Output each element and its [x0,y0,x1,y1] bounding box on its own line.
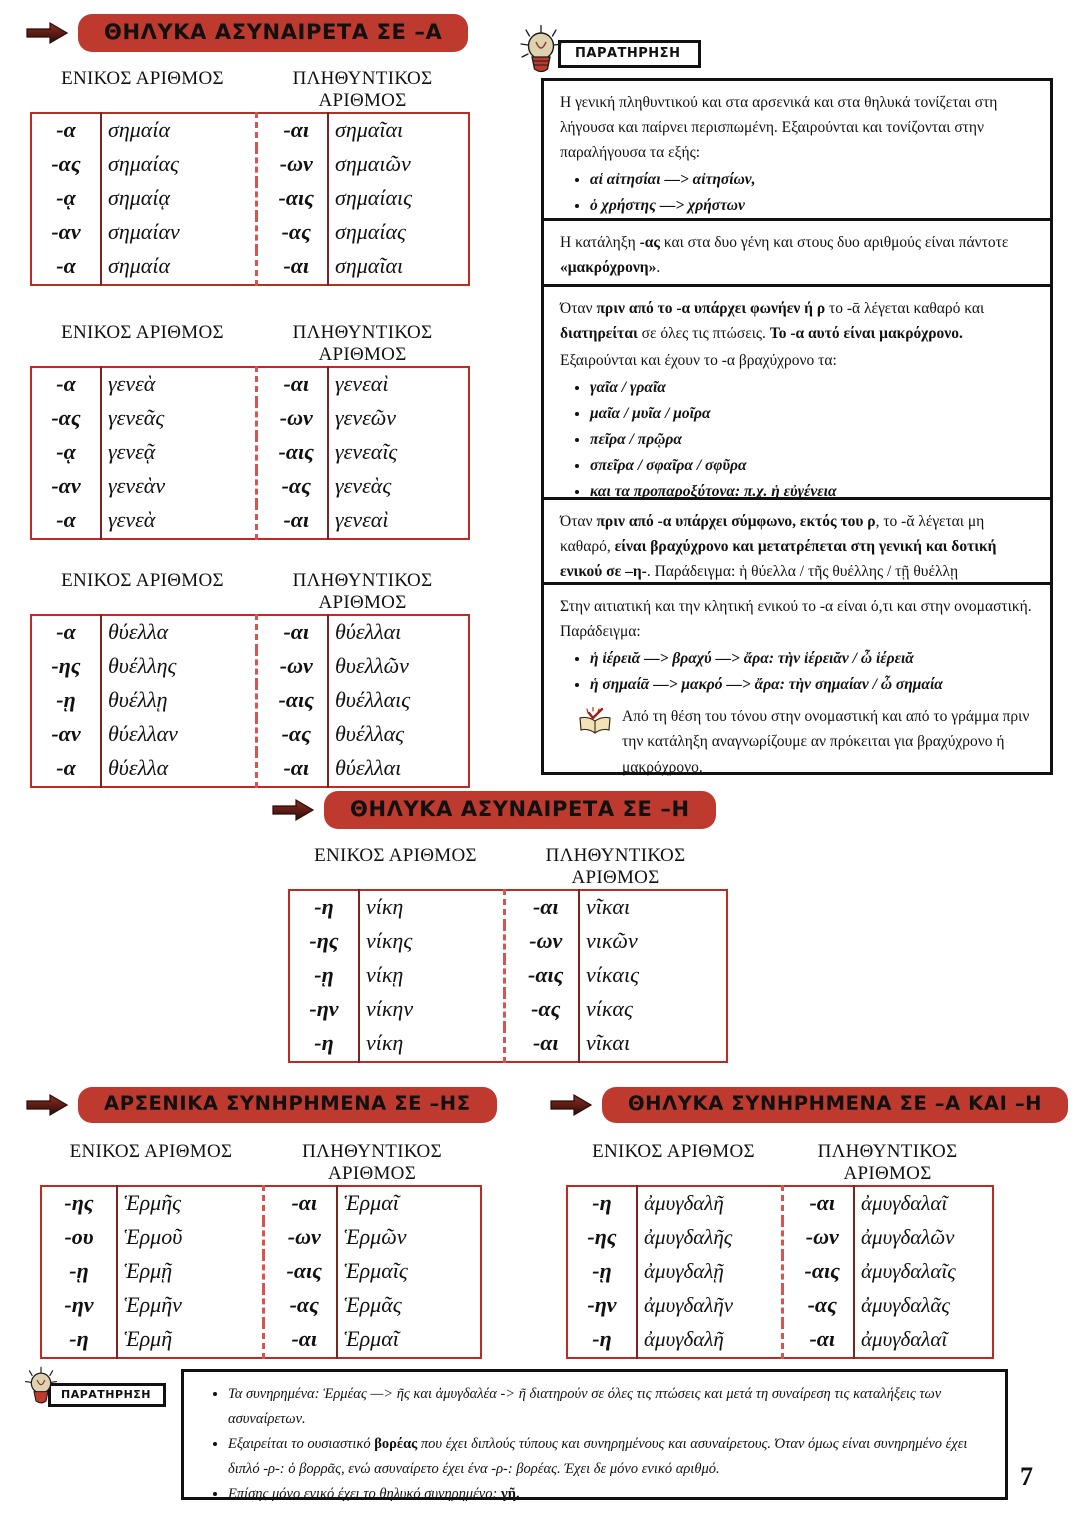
cell-sg-word: γενεᾶς [101,402,256,436]
cell-pl-ending: -αι [256,504,328,539]
note-3-text2: Εξαιρούνται και έχουν το -α βραχύχρονο τα: [560,352,837,370]
cell-pl-ending: -ας [504,993,579,1027]
cell-pl-word: σημαίας [335,219,406,244]
cell-pl-word: νῖκαι [586,894,631,919]
header-singular: ΕΝΙΚΟΣ ΑΡΙΘΜΟΣ [61,68,224,89]
note-1-list [560,167,1036,219]
section-banner-fem-uncontracted-a [26,14,468,52]
table-row [289,925,727,959]
cell-pl-word: σημαῖαι [335,253,404,278]
declension-table-simaia [30,68,470,286]
cell-pl-ending: -ας [782,1289,854,1323]
table-row [567,1221,993,1255]
cell-pl-ending: -αι [263,1186,337,1221]
table-row [31,113,469,148]
note-2-p2: και στα δυο γένη και στους δυο αριθμούς είναι πάντοτε [659,234,1009,251]
table-body [40,1185,482,1359]
cell-sg-ending: -ᾳ [31,436,101,470]
cell-pl-ending: -ας [256,718,328,752]
cell-pl-ending: -ων [504,925,579,959]
declension-table-ermis [40,1141,482,1359]
section-banner-fem-uncontracted-i [272,791,716,829]
list-item: • γαῖα / γραῖα [590,375,1036,401]
table-body [30,614,470,788]
cell-sg-word: ἀμυγδαλῆ [637,1323,782,1358]
table-body [288,889,728,1063]
bottom-observations-panel [181,1369,1008,1500]
cell-pl-ending: -αι [504,890,579,925]
cell-sg-ending: -α [31,367,101,402]
table-headers [566,1141,994,1185]
declension-table-amygdali [566,1141,994,1359]
table-row [31,615,469,650]
table-headers [288,845,728,889]
cell-sg-ending: -ας [31,402,101,436]
table-headers [30,322,470,366]
table-row [289,890,727,925]
table-row [41,1289,481,1323]
cell-sg-word: θύελλα [101,615,256,650]
cell-pl-word: Ἑρμαῖ [344,1326,399,1351]
list-item: • ὁ χρήστης —> χρήστων [590,193,1036,219]
arrow-right-icon [272,797,314,823]
cell-sg-word: ἀμυγδαλῆς [637,1221,782,1255]
note-2-text [560,230,1036,280]
note-section-4 [544,500,1050,585]
cell-sg-word: γενεὰ [101,367,256,402]
note-section-2 [544,221,1050,287]
lightbulb-icon [24,1366,58,1408]
list-item [228,1382,989,1432]
open-book-icon [578,707,612,735]
list-item: • πεῖρα / πρῷρα [590,427,1036,453]
banner-label: ΘΗΛΥΚΑ ΑΣΥΝΑΙΡΕΤΑ ΣΕ –Η [324,791,716,829]
cell-pl-word: θύελλαι [335,619,402,644]
note-5-list [560,646,1036,698]
bottom-note-2-p1: Επίσης μόνο ενικό έχει το θηλυκό συνηρημένο: [228,1485,501,1502]
cell-pl-ending: -αις [256,436,328,470]
cell-sg-ending: -α [31,752,101,787]
cell-pl-ending: -αι [504,1027,579,1062]
list-item [228,1482,989,1507]
header-singular: ΕΝΙΚΟΣ ΑΡΙΘΜΟΣ [69,1141,233,1162]
cell-sg-word: ἀμυγδαλῆ [637,1186,782,1221]
note-4-text [560,509,1036,584]
bottom-note-1-p1: Εξαιρείται το ουσιαστικό [228,1435,375,1452]
cell-sg-ending: -η [567,1186,637,1221]
table-row [31,367,469,402]
table-row [31,250,469,285]
cell-pl-word: σημαιῶν [335,151,411,176]
cell-pl-ending: -ας [263,1289,337,1323]
table-row [31,504,469,539]
cell-sg-ending: -η [289,1027,359,1062]
cell-sg-ending: -α [31,250,101,285]
bottom-note-list [202,1382,989,1507]
header-singular: ΕΝΙΚΟΣ ΑΡΙΘΜΟΣ [314,845,477,866]
note-section-5 [544,585,1050,775]
cell-pl-word: θυέλλαις [335,687,411,712]
cell-sg-word: Ἑρμῆ [117,1323,263,1358]
table-row [567,1255,993,1289]
note-3-p1: Όταν [560,300,597,317]
table-row [31,470,469,504]
cell-sg-word: ἀμυγδαλῇ [637,1255,782,1289]
cell-sg-ending: -ας [31,148,101,182]
cell-pl-word: ἀμυγδαλαῖ [861,1326,948,1351]
table-headers [40,1141,482,1185]
note-4-p1: Όταν [560,513,597,530]
declension-table-thyella [30,570,470,788]
header-plural: ΠΛΗΘΥΝΤΙΚΟΣ ΑΡΙΘΜΟΣ [292,68,433,111]
note-2-p1: Η κατάληξη [560,234,640,251]
cell-sg-word: σημαίας [101,148,256,182]
cell-sg-ending: -ῃ [567,1255,637,1289]
table-row [567,1323,993,1358]
table-row [289,1027,727,1062]
cell-pl-word: νίκαις [586,962,640,987]
header-plural: ΠΛΗΘΥΝΤΙΚΟΣ ΑΡΙΘΜΟΣ [292,322,433,365]
cell-pl-ending: -αι [256,367,328,402]
cell-sg-word: θύελλα [101,752,256,787]
cell-sg-ending: -ου [41,1221,117,1255]
cell-pl-word: Ἑρμῶν [344,1224,407,1249]
cell-sg-ending: -αν [31,216,101,250]
cell-sg-word: ἀμυγδαλῆν [637,1289,782,1323]
cell-sg-ending: -ῃ [31,684,101,718]
note-1-text: Η γενική πληθυντικού και στα αρσενικά και στα θηλυκά τονίζεται στη λήγουσα και παίρνει περισπωμένη. Εξαιρούνται και τονίζονται στην παραλήγουσα τα εξής: [560,94,998,162]
header-plural: ΠΛΗΘΥΝΤΙΚΟΣ ΑΡΙΘΜΟΣ [817,1141,958,1184]
table-row [41,1186,481,1221]
cell-pl-word: σημαῖαι [335,117,404,142]
cell-sg-word: γενεᾷ [101,436,256,470]
cell-sg-ending: -η [567,1323,637,1358]
table-row [31,752,469,787]
cell-sg-word: Ἑρμῆν [117,1289,263,1323]
cell-sg-ending: -ην [289,993,359,1027]
cell-pl-ending: -αι [782,1186,854,1221]
cell-sg-word: Ἑρμῆς [117,1186,263,1221]
cell-pl-word: Ἑρμαῖς [344,1258,408,1283]
cell-pl-ending: -αι [256,615,328,650]
list-item: • μαῖα / μυῖα / μοῖρα [590,401,1036,427]
note-4-p3: . Παράδειγμα: ἡ θύελλα / τῆς θυέλλης / τῇ θυέλλῃ [646,563,959,581]
cell-pl-word: ἀμυγδαλᾶς [861,1292,950,1317]
table-body [30,112,470,286]
table-row [289,959,727,993]
note-3-b3: Το -α αυτό είναι μακρόχρονο. [769,325,963,343]
note-3-b2: διατηρείται [560,325,638,343]
cell-pl-ending: -αι [256,250,328,285]
section-banner-masc-contracted-is [26,1087,497,1123]
cell-pl-word: Ἑρμᾶς [344,1292,402,1317]
cell-pl-word: ἀμυγδαλαῖς [861,1258,956,1283]
cell-sg-ending: -ης [31,650,101,684]
table-row [31,148,469,182]
cell-pl-ending: -αις [782,1255,854,1289]
observation-tab-label: ΠΑΡΑΤΗΡΗΣΗ [61,1388,151,1401]
cell-sg-ending: -αν [31,718,101,752]
cell-pl-ending: -ας [256,470,328,504]
table-row [31,436,469,470]
cell-sg-ending: -ῃ [289,959,359,993]
table-row [31,402,469,436]
table-row [41,1323,481,1358]
table-headers [30,68,470,112]
cell-sg-ending: -α [31,113,101,148]
cell-sg-word: γενεὰν [101,470,256,504]
cell-sg-word: Ἑρμῇ [117,1255,263,1289]
list-item: • ἡ ἱέρειᾰ —> βραχύ —> ἄρα: τὴν ἱέρειᾰν / ὦ ἱέρειᾰ [590,646,1036,672]
cell-pl-word: θυέλλας [335,721,405,746]
observations-panel [541,78,1053,775]
cell-pl-ending: -ων [263,1221,337,1255]
note-3-b1: πριν από το -α υπάρχει φωνήεν ή ρ [596,300,826,317]
bottom-note-0-p1: Τα συνηρημένα: Ἑρμέας —> ῆς και ἀμυγδαλέα -> ῆ διατηρούν σε όλες τις πτώσεις και μετά τη συναίρεση τις καταλήξεις των ασυναίρετων. [228,1386,942,1427]
cell-pl-word: γενεῶν [335,405,397,430]
cell-pl-word: ἀμυγδαλαῖ [861,1190,948,1215]
cell-sg-word: νίκῃ [359,959,504,993]
header-plural: ΠΛΗΘΥΝΤΙΚΟΣ ΑΡΙΘΜΟΣ [302,1141,442,1184]
declension-table-niki [288,845,728,1063]
cell-pl-word: νίκας [586,996,633,1021]
cell-sg-ending: -ης [41,1186,117,1221]
table-row [31,718,469,752]
cell-pl-ending: -αις [263,1255,337,1289]
note-5-tip-text: Από τη θέση του τόνου στην ονομαστική και από το γράμμα πριν την κατάληξη αναγνωρίζουμε αν πρόκειται για βραχύχρονο ή μακρόχρονο. [622,708,1030,776]
arrow-right-icon [26,20,68,46]
cell-sg-word: σημαία [101,250,256,285]
cell-pl-word: γενεαὶ [335,507,389,532]
list-item: • ἡ σημαίᾱ —> μακρό —> ἄρα: τὴν σημαίαν / ὦ σημαία [590,672,1036,698]
cell-sg-ending: -ης [289,925,359,959]
cell-pl-ending: -αις [256,684,328,718]
note-3-p2: το -ᾱ λέγεται καθαρό και [825,300,985,317]
table-row [567,1289,993,1323]
cell-pl-ending: -αι [256,113,328,148]
cell-pl-word: γενεὰς [335,473,392,498]
cell-pl-ending: -ων [782,1221,854,1255]
cell-sg-ending: -α [31,615,101,650]
arrow-right-icon [550,1092,592,1118]
cell-sg-word: σημαίᾳ [101,182,256,216]
cell-sg-word: νίκην [359,993,504,1027]
bottom-note-2-b1: γῆ. [500,1485,520,1502]
cell-sg-word: θυέλλης [101,650,256,684]
banner-label: ΘΗΛΥΚΑ ΣΥΝΗΡΗΜΕΝΑ ΣΕ –Α ΚΑΙ –Η [602,1087,1068,1123]
table-body [566,1185,994,1359]
cell-pl-ending: -αις [256,182,328,216]
cell-pl-ending: -ων [256,148,328,182]
cell-pl-ending: -αις [504,959,579,993]
cell-pl-ending: -αι [256,752,328,787]
note-3-p3: σε όλες τις πτώσεις. [637,325,770,343]
observation-tab [558,40,701,68]
note-2-p3: . [656,259,661,277]
cell-sg-ending: -ῃ [41,1255,117,1289]
banner-label: ΑΡΣΕΝΙΚΑ ΣΥΝΗΡΗΜΕΝΑ ΣΕ –ΗΣ [78,1087,497,1123]
table-body [30,366,470,540]
table-row [41,1255,481,1289]
note-section-1 [544,81,1050,221]
note-4-b2: είναι βραχύχρονο και μετατρέπεται στη γενική και δοτική ενικού σε –η- [560,538,997,581]
list-item [228,1432,989,1482]
cell-pl-word: θύελλαι [335,755,402,780]
lightbulb-icon-wrap [519,24,563,78]
header-singular: ΕΝΙΚΟΣ ΑΡΙΘΜΟΣ [592,1141,755,1162]
cell-sg-ending: -ην [567,1289,637,1323]
note-2-b2: «μακρόχρονη» [560,259,657,277]
list-item: • και τα προπαροξύτονα: π.χ. ἡ εὐγένεια [590,479,1036,505]
cell-sg-word: σημαία [101,113,256,148]
page-number: 7 [1020,1462,1033,1491]
cell-sg-word: νίκης [359,925,504,959]
section-banner-fem-contracted-a-i [550,1087,1068,1123]
header-plural: ΠΛΗΘΥΝΤΙΚΟΣ ΑΡΙΘΜΟΣ [292,570,433,613]
cell-sg-ending: -α [31,504,101,539]
table-row [41,1221,481,1255]
table-row [31,216,469,250]
cell-pl-word: γενεαὶ [335,371,389,396]
table-row [567,1186,993,1221]
note-2-b1: -ας [639,234,660,251]
header-plural: ΠΛΗΘΥΝΤΙΚΟΣ ΑΡΙΘΜΟΣ [545,845,686,888]
table-row [31,650,469,684]
header-singular: ΕΝΙΚΟΣ ΑΡΙΘΜΟΣ [61,570,224,591]
cell-sg-ending: -ης [567,1221,637,1255]
cell-pl-word: νῖκαι [586,1030,631,1055]
cell-sg-word: σημαίαν [101,216,256,250]
observation-tab-bottom [48,1383,166,1407]
note-3-list [560,375,1036,505]
cell-pl-word: ἀμυγδαλῶν [861,1224,955,1249]
list-item: • αἱ αἰτησίαι —> αἰτησίων, [590,167,1036,193]
note-5-text: Στην αιτιατική και την κλητική ενικού το -α είναι ό,τι και στην ονομαστική. Παράδειγμα: [560,598,1032,641]
lightbulb-icon-wrap-bottom [24,1366,58,1408]
cell-sg-word: θυέλλῃ [101,684,256,718]
cell-pl-ending: -ας [256,216,328,250]
banner-label: ΘΗΛΥΚΑ ΑΣΥΝΑΙΡΕΤΑ ΣΕ –Α [78,14,468,52]
cell-sg-word: γενεὰ [101,504,256,539]
list-item: • σπεῖρα / σφαῖρα / σφῦρα [590,453,1036,479]
cell-sg-word: θύελλαν [101,718,256,752]
cell-pl-word: θυελλῶν [335,653,409,678]
cell-sg-word: νίκη [359,1027,504,1062]
cell-sg-word: Ἑρμοῦ [117,1221,263,1255]
cell-pl-word: σημαίαις [335,185,413,210]
cell-pl-ending: -αι [782,1323,854,1358]
note-4-p2: , το -ᾰ λέγεται μη καθαρό, [560,513,985,556]
note-section-3 [544,287,1050,500]
cell-sg-ending: -ᾳ [31,182,101,216]
cell-pl-ending: -ων [256,402,328,436]
cell-pl-word: γενεαῖς [335,439,398,464]
bottom-note-1-b1: βορέας [374,1435,418,1452]
note-3-text [560,296,1036,346]
arrow-right-icon [26,1092,68,1118]
table-row [31,684,469,718]
note-4-b1: πριν από -α υπάρχει σύμφωνο, εκτός του ρ [596,513,876,530]
table-row [31,182,469,216]
cell-pl-ending: -αι [263,1323,337,1358]
note-5-tip [560,704,1036,779]
table-headers [30,570,470,614]
bottom-note-1-p2: που έχει διπλούς τύπους και συνηρημένους και ασυναίρετους. Όταν όμως είναι συνηρημένο έχει διπλό -ρ-: ὁ βορρᾶς, ενώ ασυναίρετο έχει ένα -ρ-: βορέας. Έχει δε μόνο ενικό αριθμό. [228,1435,968,1477]
cell-pl-ending: -ων [256,650,328,684]
cell-sg-ending: -ην [41,1289,117,1323]
cell-sg-ending: -αν [31,470,101,504]
header-singular: ΕΝΙΚΟΣ ΑΡΙΘΜΟΣ [61,322,224,343]
cell-pl-word: νικῶν [586,928,638,953]
cell-sg-ending: -η [289,890,359,925]
cell-sg-word: νίκη [359,890,504,925]
cell-pl-word: Ἑρμαῖ [344,1190,399,1215]
table-row [289,993,727,1027]
observation-tab-label: ΠΑΡΑΤΗΡΗΣΗ [575,46,681,61]
lightbulb-icon [519,24,563,78]
cell-sg-ending: -η [41,1323,117,1358]
declension-table-genea [30,322,470,540]
